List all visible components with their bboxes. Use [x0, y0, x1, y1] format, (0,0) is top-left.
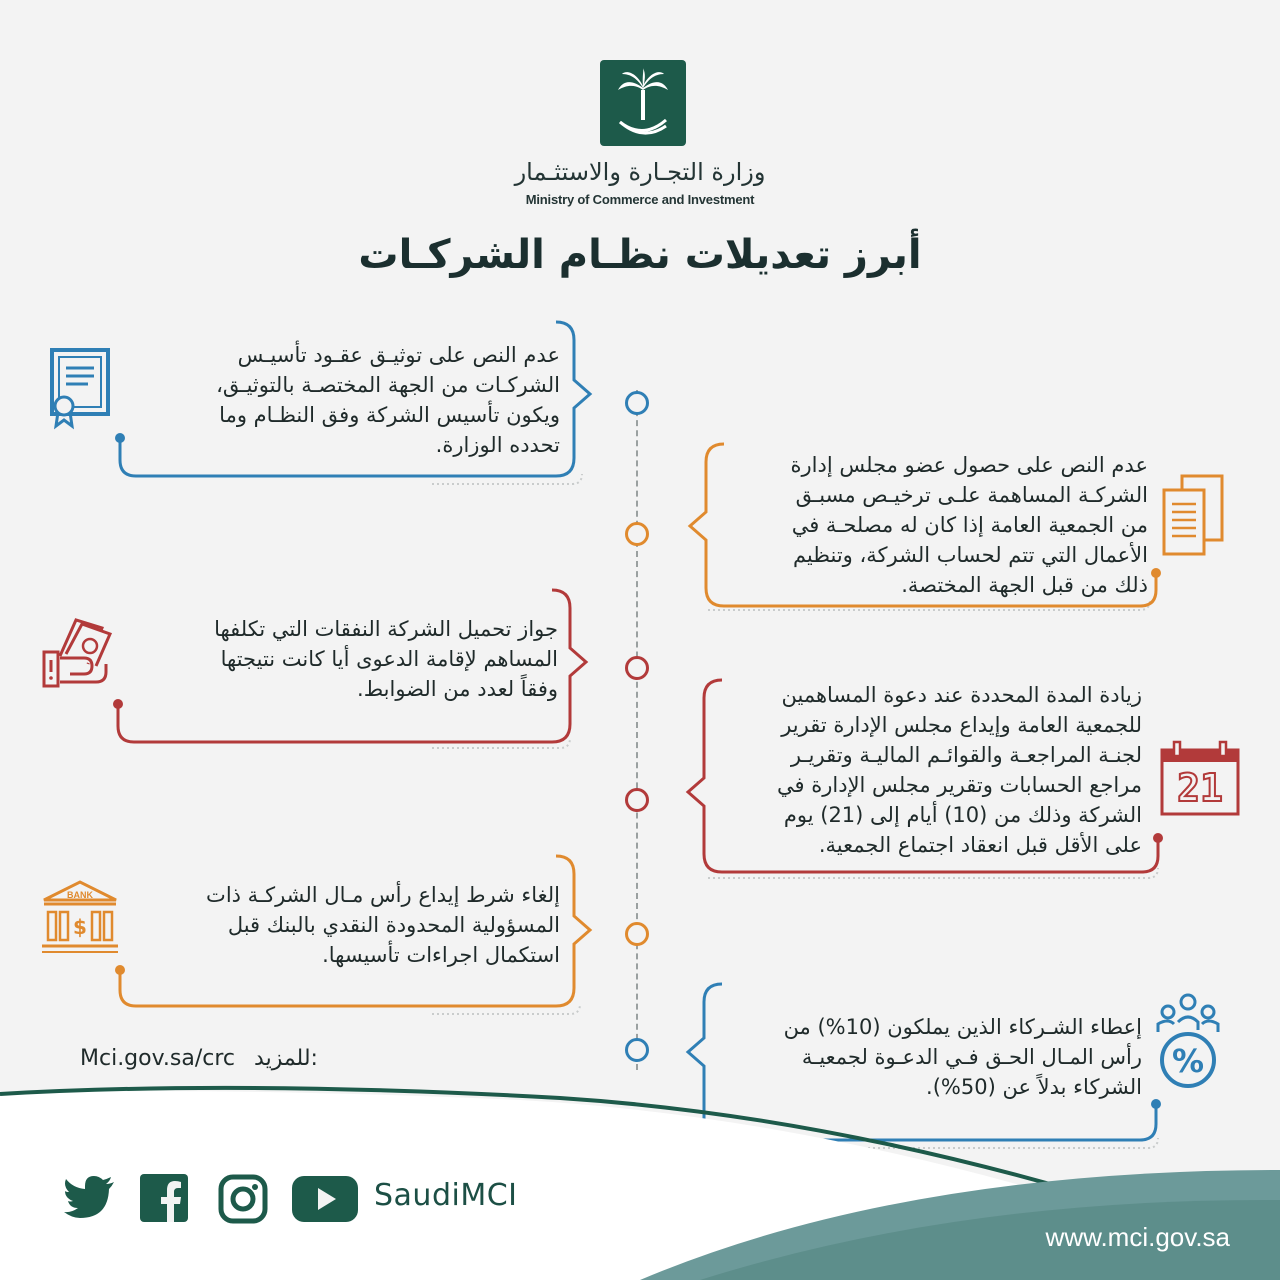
card-line: إلغاء شرط إيداع رأس مـال الشركـة ذات	[206, 883, 560, 907]
documents-icon	[1158, 470, 1228, 560]
money-hand-icon	[40, 614, 116, 690]
calendar-number: 21	[1177, 766, 1223, 810]
card-line: ويكون تأسيس الشركة وفق النظـام وما	[219, 403, 560, 427]
card-line: زيادة المدة المحددة عند دعوة المساهمين	[781, 683, 1142, 707]
twitter-icon[interactable]	[64, 1176, 116, 1220]
card-line: تحدده الوزارة.	[435, 433, 560, 457]
bank-label: BANK	[67, 890, 93, 900]
ministry-name-english: Ministry of Commerce and Investment	[525, 192, 755, 207]
more-info	[80, 1046, 350, 1071]
card-line: استكمال اجراءات تأسيسها.	[322, 943, 560, 967]
card-line: عدم النص على حصول عضو مجلس إدارة	[790, 453, 1148, 477]
percent-group-icon	[1152, 990, 1224, 1090]
card-line: على الأقل قبل انعقاد اجتماع الجمعية.	[818, 833, 1142, 857]
card-line: الشركـات من الجهة المختصـة بالتوثيـق،	[216, 373, 560, 397]
more-link[interactable]: Mci.gov.sa/crc	[80, 1046, 236, 1071]
svg-text:%: %	[1171, 1042, 1205, 1080]
bank-icon	[40, 878, 120, 954]
card-line: للجمعية العامة وإيداع مجلس الإدارة تقرير	[781, 713, 1142, 737]
card-board-member	[708, 450, 1148, 600]
card-line: ذلك من قبل الجهة المختصة.	[901, 573, 1148, 597]
card-line: وفقاً لعدد من الضوابط.	[357, 677, 558, 701]
card-capital-deposit	[128, 880, 560, 970]
card-line: المسؤولية المحدودة النقدي بالبنك قبل	[227, 913, 560, 937]
website-link[interactable]: www.mci.gov.sa	[1045, 1222, 1230, 1252]
svg-text:$: $	[73, 915, 87, 939]
page-title: أبرز تعديلات نظـام الشركـات	[358, 232, 922, 278]
card-notarization	[128, 340, 560, 460]
social-handle[interactable]: SaudiMCI	[374, 1178, 518, 1213]
instagram-icon[interactable]	[218, 1174, 268, 1224]
card-line: إعطاء الشـركاء الذين يملكون (10%) من	[783, 1015, 1142, 1039]
certificate-icon	[48, 346, 114, 430]
card-line: لجنـة المراجعـة والقوائـم الماليـة وتقريـر	[790, 743, 1142, 767]
card-line: الشركـة المساهمة علـى ترخيـص مسبـق	[795, 483, 1148, 507]
card-line: جواز تحميل الشركة النفقات التي تكلفها	[214, 617, 558, 641]
card-line: الشركاء بدلاً عن (50%).	[926, 1075, 1142, 1099]
calendar-icon	[1158, 740, 1244, 818]
card-lawsuit-costs	[128, 614, 558, 704]
card-line: الشركة وذلك من (10) أيام إلى (21) يوم	[783, 803, 1142, 827]
facebook-icon[interactable]	[140, 1174, 188, 1222]
ministry-name-arabic: وزارة التجـارة والاستثـمار	[514, 158, 766, 186]
card-line: عدم النص على توثيـق عقـود تأسيـس	[237, 343, 560, 367]
card-line: رأس المـال الحـق فـي الدعـوة لجمعيـة	[801, 1045, 1142, 1069]
card-line: الأعمال التي تتم لحساب الشركة، وتنظيم	[792, 543, 1148, 567]
card-meeting-period	[708, 680, 1142, 860]
card-line: مراجع الحسابات وتقرير مجلس الإدارة في	[777, 773, 1142, 797]
more-label: للمزيد:	[254, 1046, 318, 1071]
card-line: من الجمعية العامة إذا كان له مصلحـة في	[791, 513, 1148, 537]
youtube-icon[interactable]	[292, 1176, 358, 1222]
card-line: المساهم لإقامة الدعوى أيا كانت نتيجتها	[220, 647, 558, 671]
